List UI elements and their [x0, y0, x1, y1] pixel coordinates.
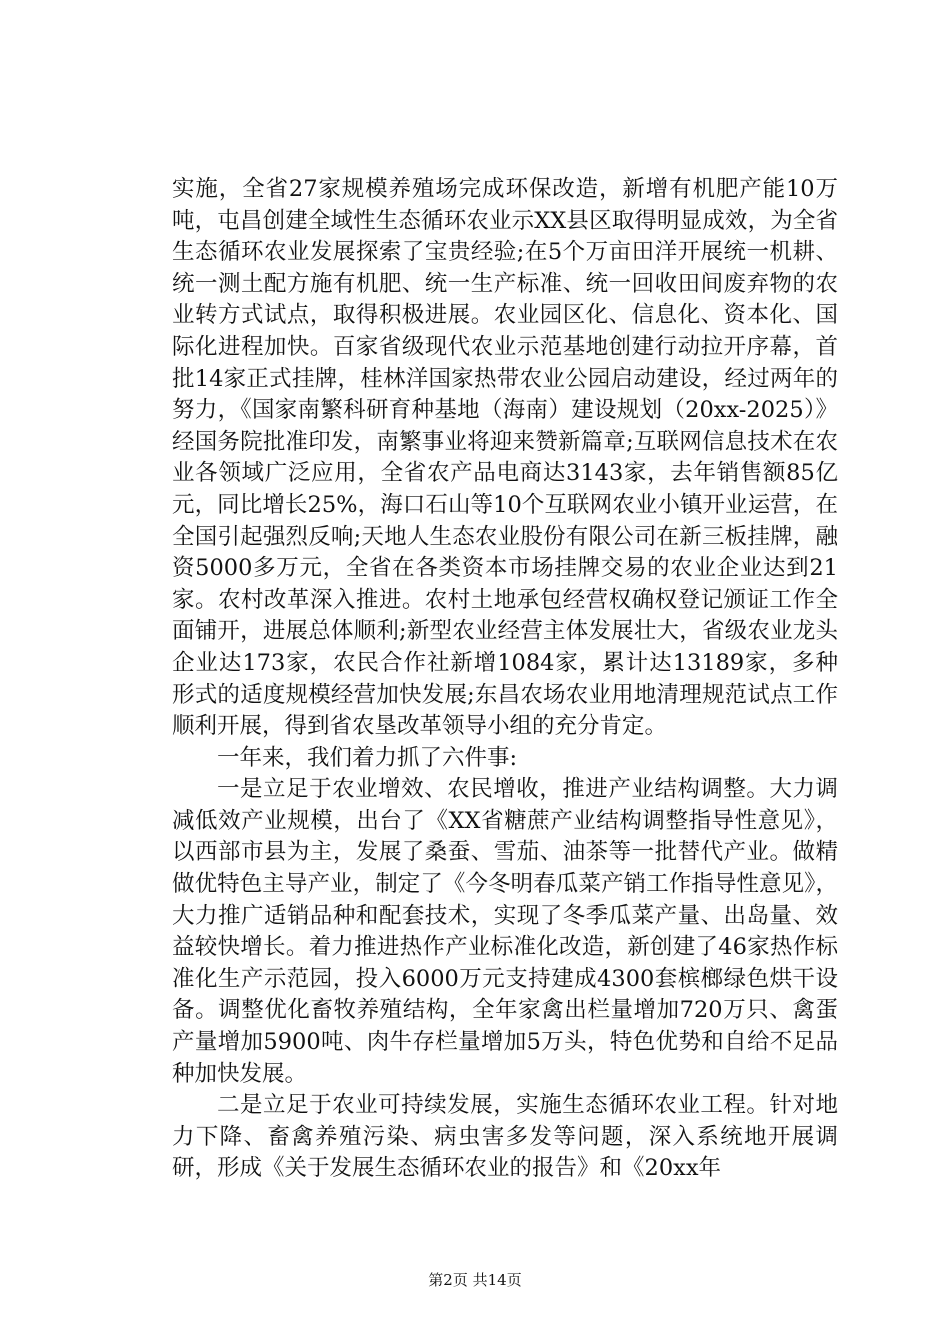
page-number: 第2页 共14页 [428, 1271, 522, 1289]
page-footer [0, 1271, 950, 1289]
document-body [172, 174, 838, 1185]
paragraph-task-one: 一是立足于农业增效、农民增收，推进产业结构调整。大力调减低效产业规模，出台了《XX省糖蔗产业结构调整指导性意见》，以西部市县为主，发展了桑蚕、雪茄、油茶等一批替代产业。做精做优特色主导产业，制定了《今冬明春瓜菜产销工作指导性意见》，大力推广适销品种和配套技术，实现了冬季瓜菜产量、出岛量、效益较快增长。着力推进热作产业标准化改造，新创建了46家热作标准化生产示范园，投入6000万元支持建成4300套槟榔绿色烘干设备。调整优化畜牧养殖结构，全年家禽出栏量增加720万只、禽蛋产量增加5900吨、肉牛存栏量增加5万头，特色优势和自给不足品种加快发展。 [172, 776, 838, 1087]
paragraph-six-tasks-intro: 一年来，我们着力抓了六件事: [217, 744, 518, 771]
paragraph-task-two: 二是立足于农业可持续发展，实施生态循环农业工程。针对地力下降、畜禽养殖污染、病虫害多发等问题，深入系统地开展调研，形成《关于发展生态循环农业的报告》和《20xx年 [172, 1092, 838, 1182]
paragraph-continuation: 实施，全省27家规模养殖场完成环保改造，新增有机肥产能10万吨，屯昌创建全域性生态循环农业示XX县区取得明显成效，为全省生态循环农业发展探索了宝贵经验;在5个万亩田洋开展统一机耕、统一测土配方施有机肥、统一生产标准、统一回收田间废弃物的农业转方式试点，取得积极进展。农业园区化、信息化、资本化、国际化进程加快。百家省级现代农业示范基地创建行动拉开序幕，首批14家正式挂牌，桂林洋国家热带农业公园启动建设，经过两年的努力，《国家南繁科研育种基地（海南）建设规划（20xx-2025）》经国务院批准印发，南繁事业将迎来赞新篇章;互联网信息技术在农业各领域广泛应用，全省农产品电商达3143家，去年销售额85亿元，同比增长25%，海口石山等10个互联网农业小镇开业运营，在全国引起强烈反响;天地人生态农业股份有限公司在新三板挂牌，融资5000多万元，全省在各类资本市场挂牌交易的农业企业达到21家。农村改革深入推进。农村土地承包经营权确权登记颁证工作全面铺开，进展总体顺利;新型农业经营主体发展壮大，省级农业龙头企业达173家，农民合作社新增1084家，累计达13189家，多种形式的适度规模经营加快发展;东昌农场农业用地清理规范试点工作顺利开展，得到省农垦改革领导小组的充分肯定。 [172, 176, 838, 740]
